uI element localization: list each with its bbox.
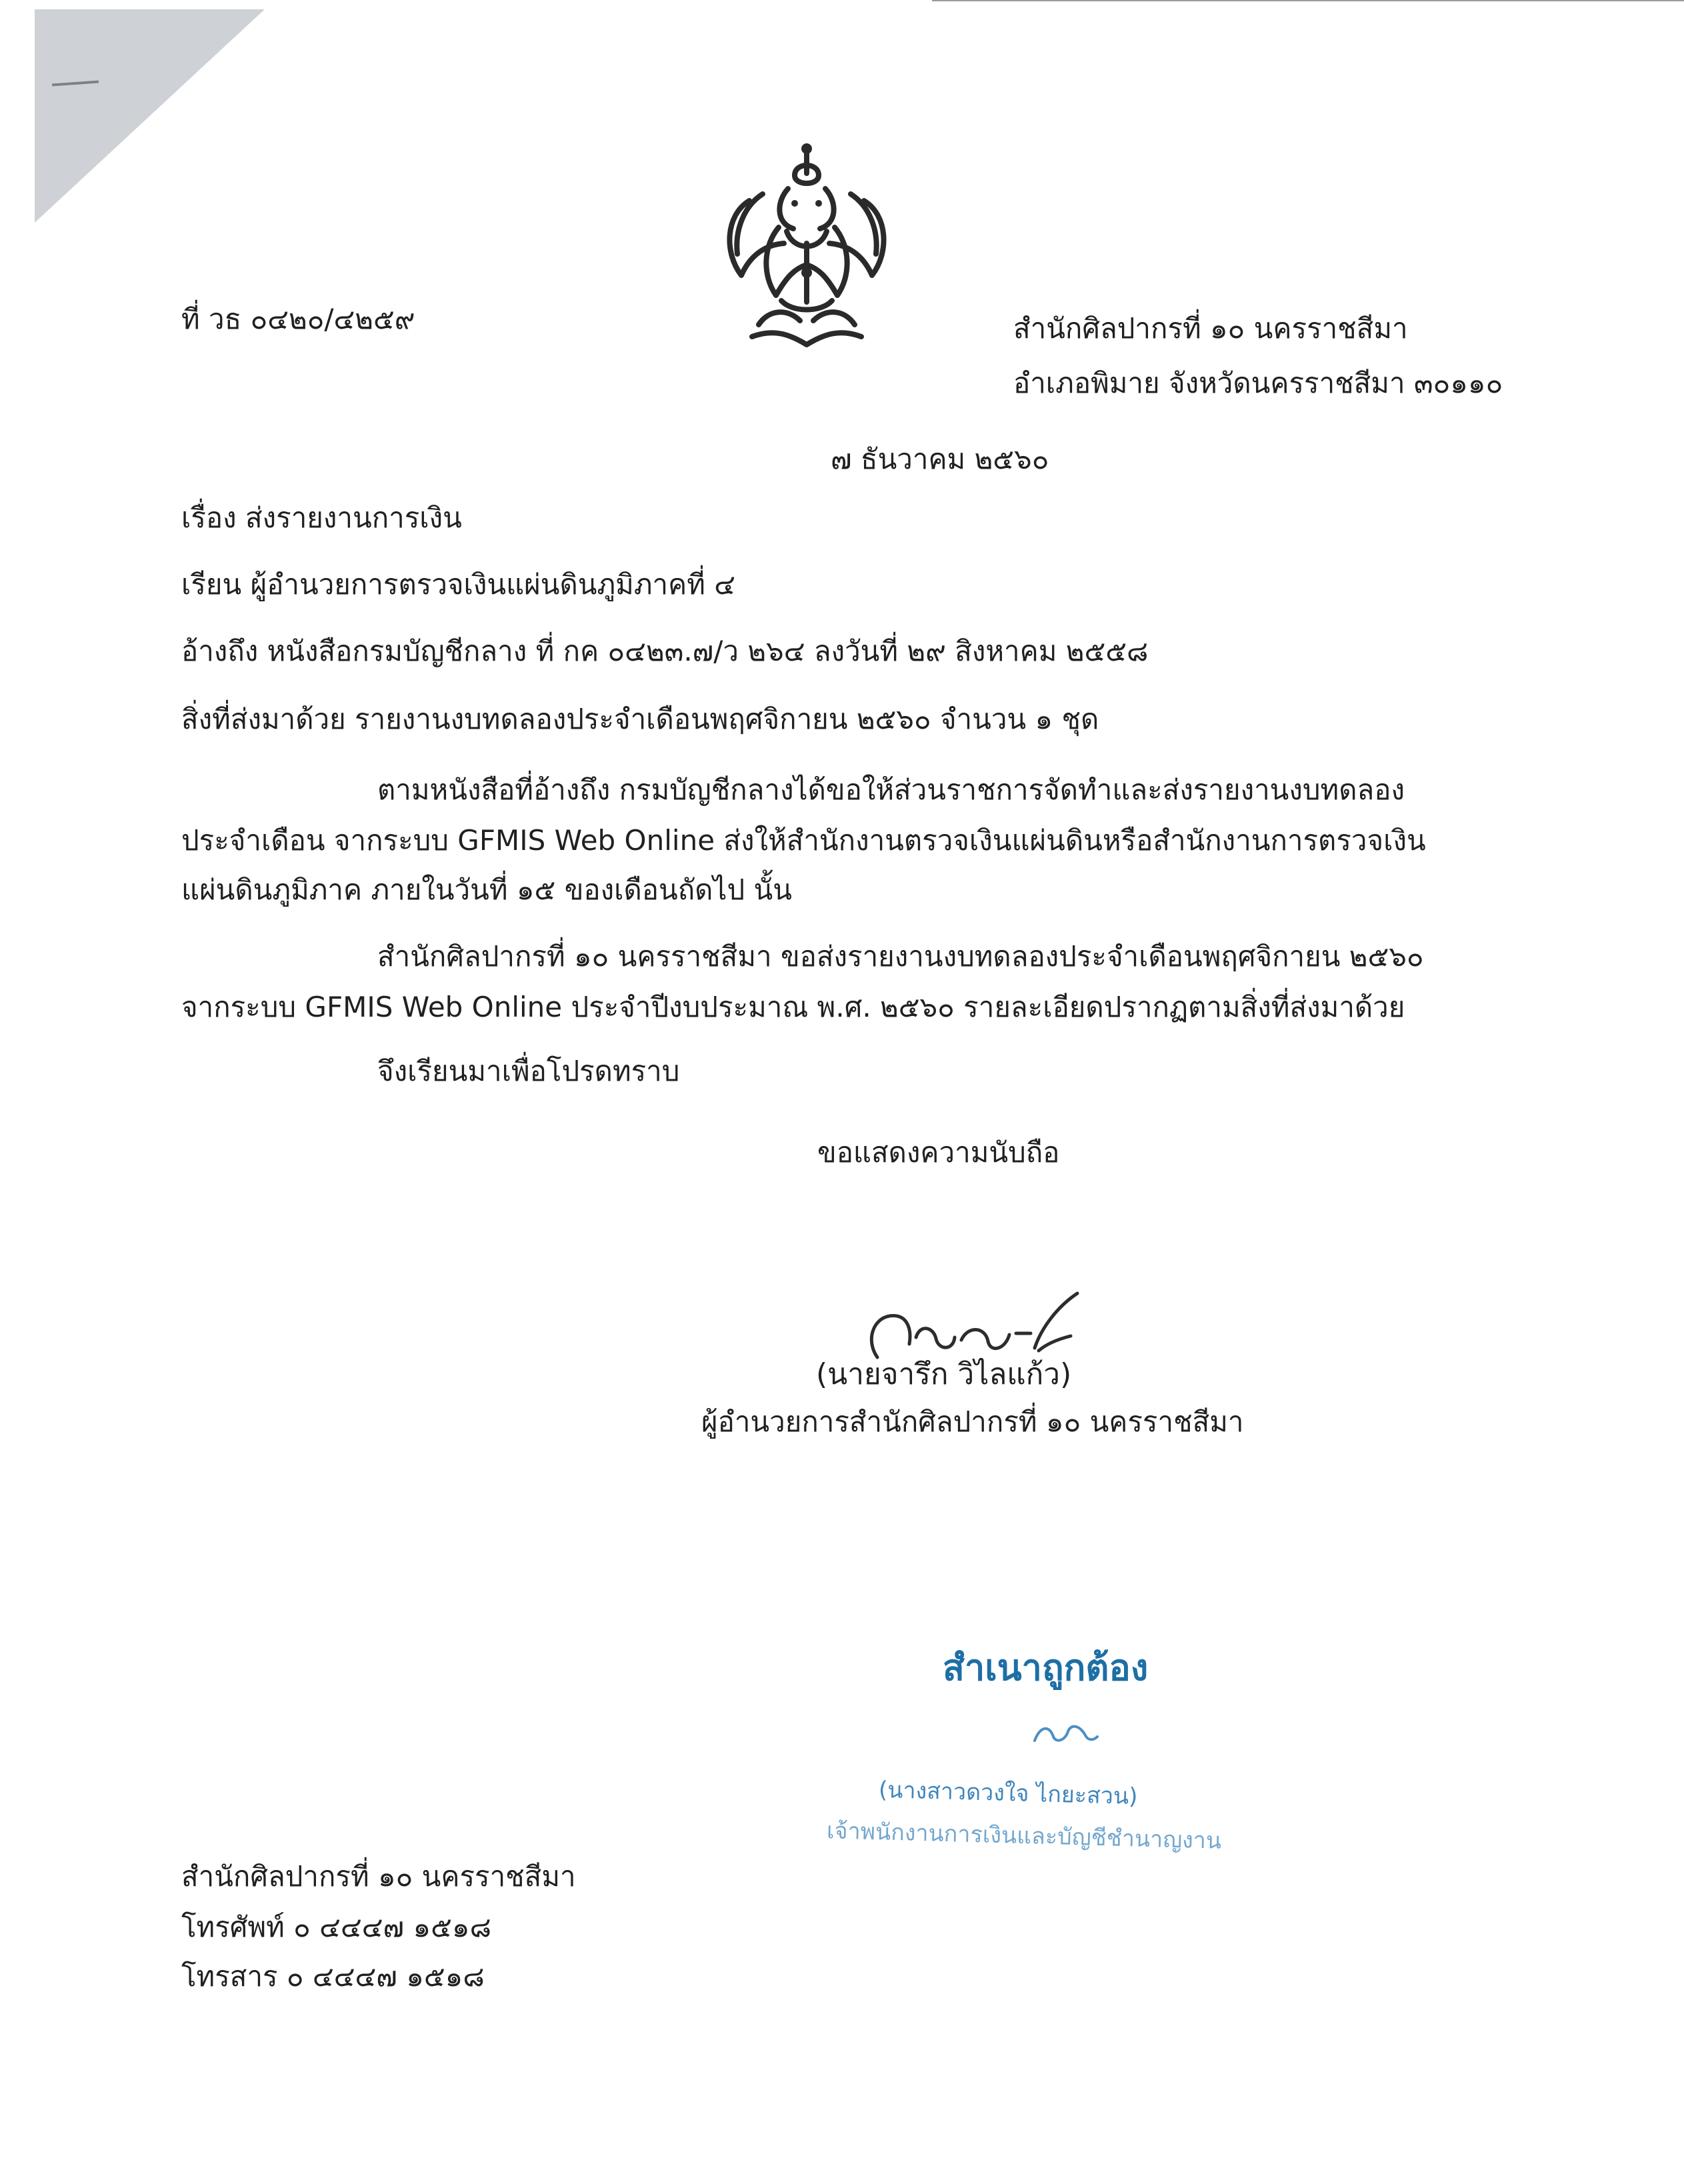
stamp-name: (นางสาวดวงใจ ไกยะสวน) bbox=[878, 1776, 1138, 1811]
signer-title: ผู้อำนวยการสำนักศิลปากรที่ ๑๐ นครราชสีมา bbox=[701, 1405, 1244, 1438]
certified-copy-stamp-title: สำเนาถูกต้อง bbox=[943, 1647, 1149, 1689]
paragraph2-line2: จากระบบ GFMIS Web Online ประจำปีงบประมาณ พ.ศ. ๒๕๖๐ รายละเอียดปรากฏตามสิ่งที่ส่งมาด้วย bbox=[181, 991, 1405, 1023]
footer-phone: โทรศัพท์ ๐ ๔๔๔๗ ๑๕๑๘ bbox=[181, 1911, 491, 1943]
stamp-initials-signature bbox=[1027, 1717, 1100, 1750]
paragraph2-line1: สำนักศิลปากรที่ ๑๐ นครราชสีมา ขอส่งรายงานงบทดลองประจำเดือนพฤศจิกายน ๒๕๖๐ bbox=[377, 940, 1424, 973]
attachment-line: สิ่งที่ส่งมาด้วย รายงานงบทดลองประจำเดือนพฤศจิกายน ๒๕๖๐ จำนวน ๑ ชุด bbox=[181, 703, 1099, 735]
letter-date: ๗ ธันวาคม ๒๕๖๐ bbox=[831, 443, 1049, 475]
paragraph1-line2: ประจำเดือน จากระบบ GFMIS Web Online ส่งให้สำนักงานตรวจเงินแผ่นดินหรือสำนักงานการตรวจเงิน bbox=[181, 824, 1426, 857]
paragraph1-line3: แผ่นดินภูมิภาค ภายในวันที่ ๑๕ ของเดือนถัดไป นั้น bbox=[181, 873, 792, 906]
recipient-line: เรียน ผู้อำนวยการตรวจเงินแผ่นดินภูมิภาคที่ ๔ bbox=[181, 568, 736, 601]
stamp-position: เจ้าพนักงานการเงินและบัญชีชำนาญงาน bbox=[826, 1817, 1222, 1855]
footer-office: สำนักศิลปากรที่ ๑๐ นครราชสีมา bbox=[181, 1860, 576, 1893]
scan-edge-line bbox=[932, 0, 1684, 1]
footer-fax: โทรสาร ๐ ๔๔๔๗ ๑๕๑๘ bbox=[181, 1960, 485, 1993]
paragraph1-line1: ตามหนังสือที่อ้างถึง กรมบัญชีกลางได้ขอให้ส่วนราชการจัดทำและส่งรายงานงบทดลอง bbox=[377, 773, 1405, 806]
subject-line: เรื่อง ส่งรายงานการเงิน bbox=[181, 501, 462, 534]
folded-corner bbox=[35, 9, 265, 223]
reference-line: อ้างถึง หนังสือกรมบัญชีกลาง ที่ กค ๐๔๒๓.๗/ว ๒๖๔ ลงวันที่ ๒๙ สิงหาคม ๒๕๕๘ bbox=[181, 635, 1149, 667]
sender-office-line1: สำนักศิลปากรที่ ๑๐ นครราชสีมา bbox=[1013, 312, 1408, 345]
closing-request: จึงเรียนมาเพื่อโปรดทราบ bbox=[377, 1055, 680, 1087]
sender-office-line2: อำเภอพิมาย จังหวัดนครราชสีมา ๓๐๑๑๐ bbox=[1013, 367, 1503, 399]
signer-name: (นายจารึก วิไลแก้ว) bbox=[816, 1357, 1072, 1391]
closing-phrase: ขอแสดงความนับถือ bbox=[817, 1136, 1060, 1169]
reference-number: ที่ วธ ๐๔๒๐/๔๒๕๙ bbox=[181, 303, 415, 335]
garuda-emblem-icon bbox=[707, 137, 907, 357]
